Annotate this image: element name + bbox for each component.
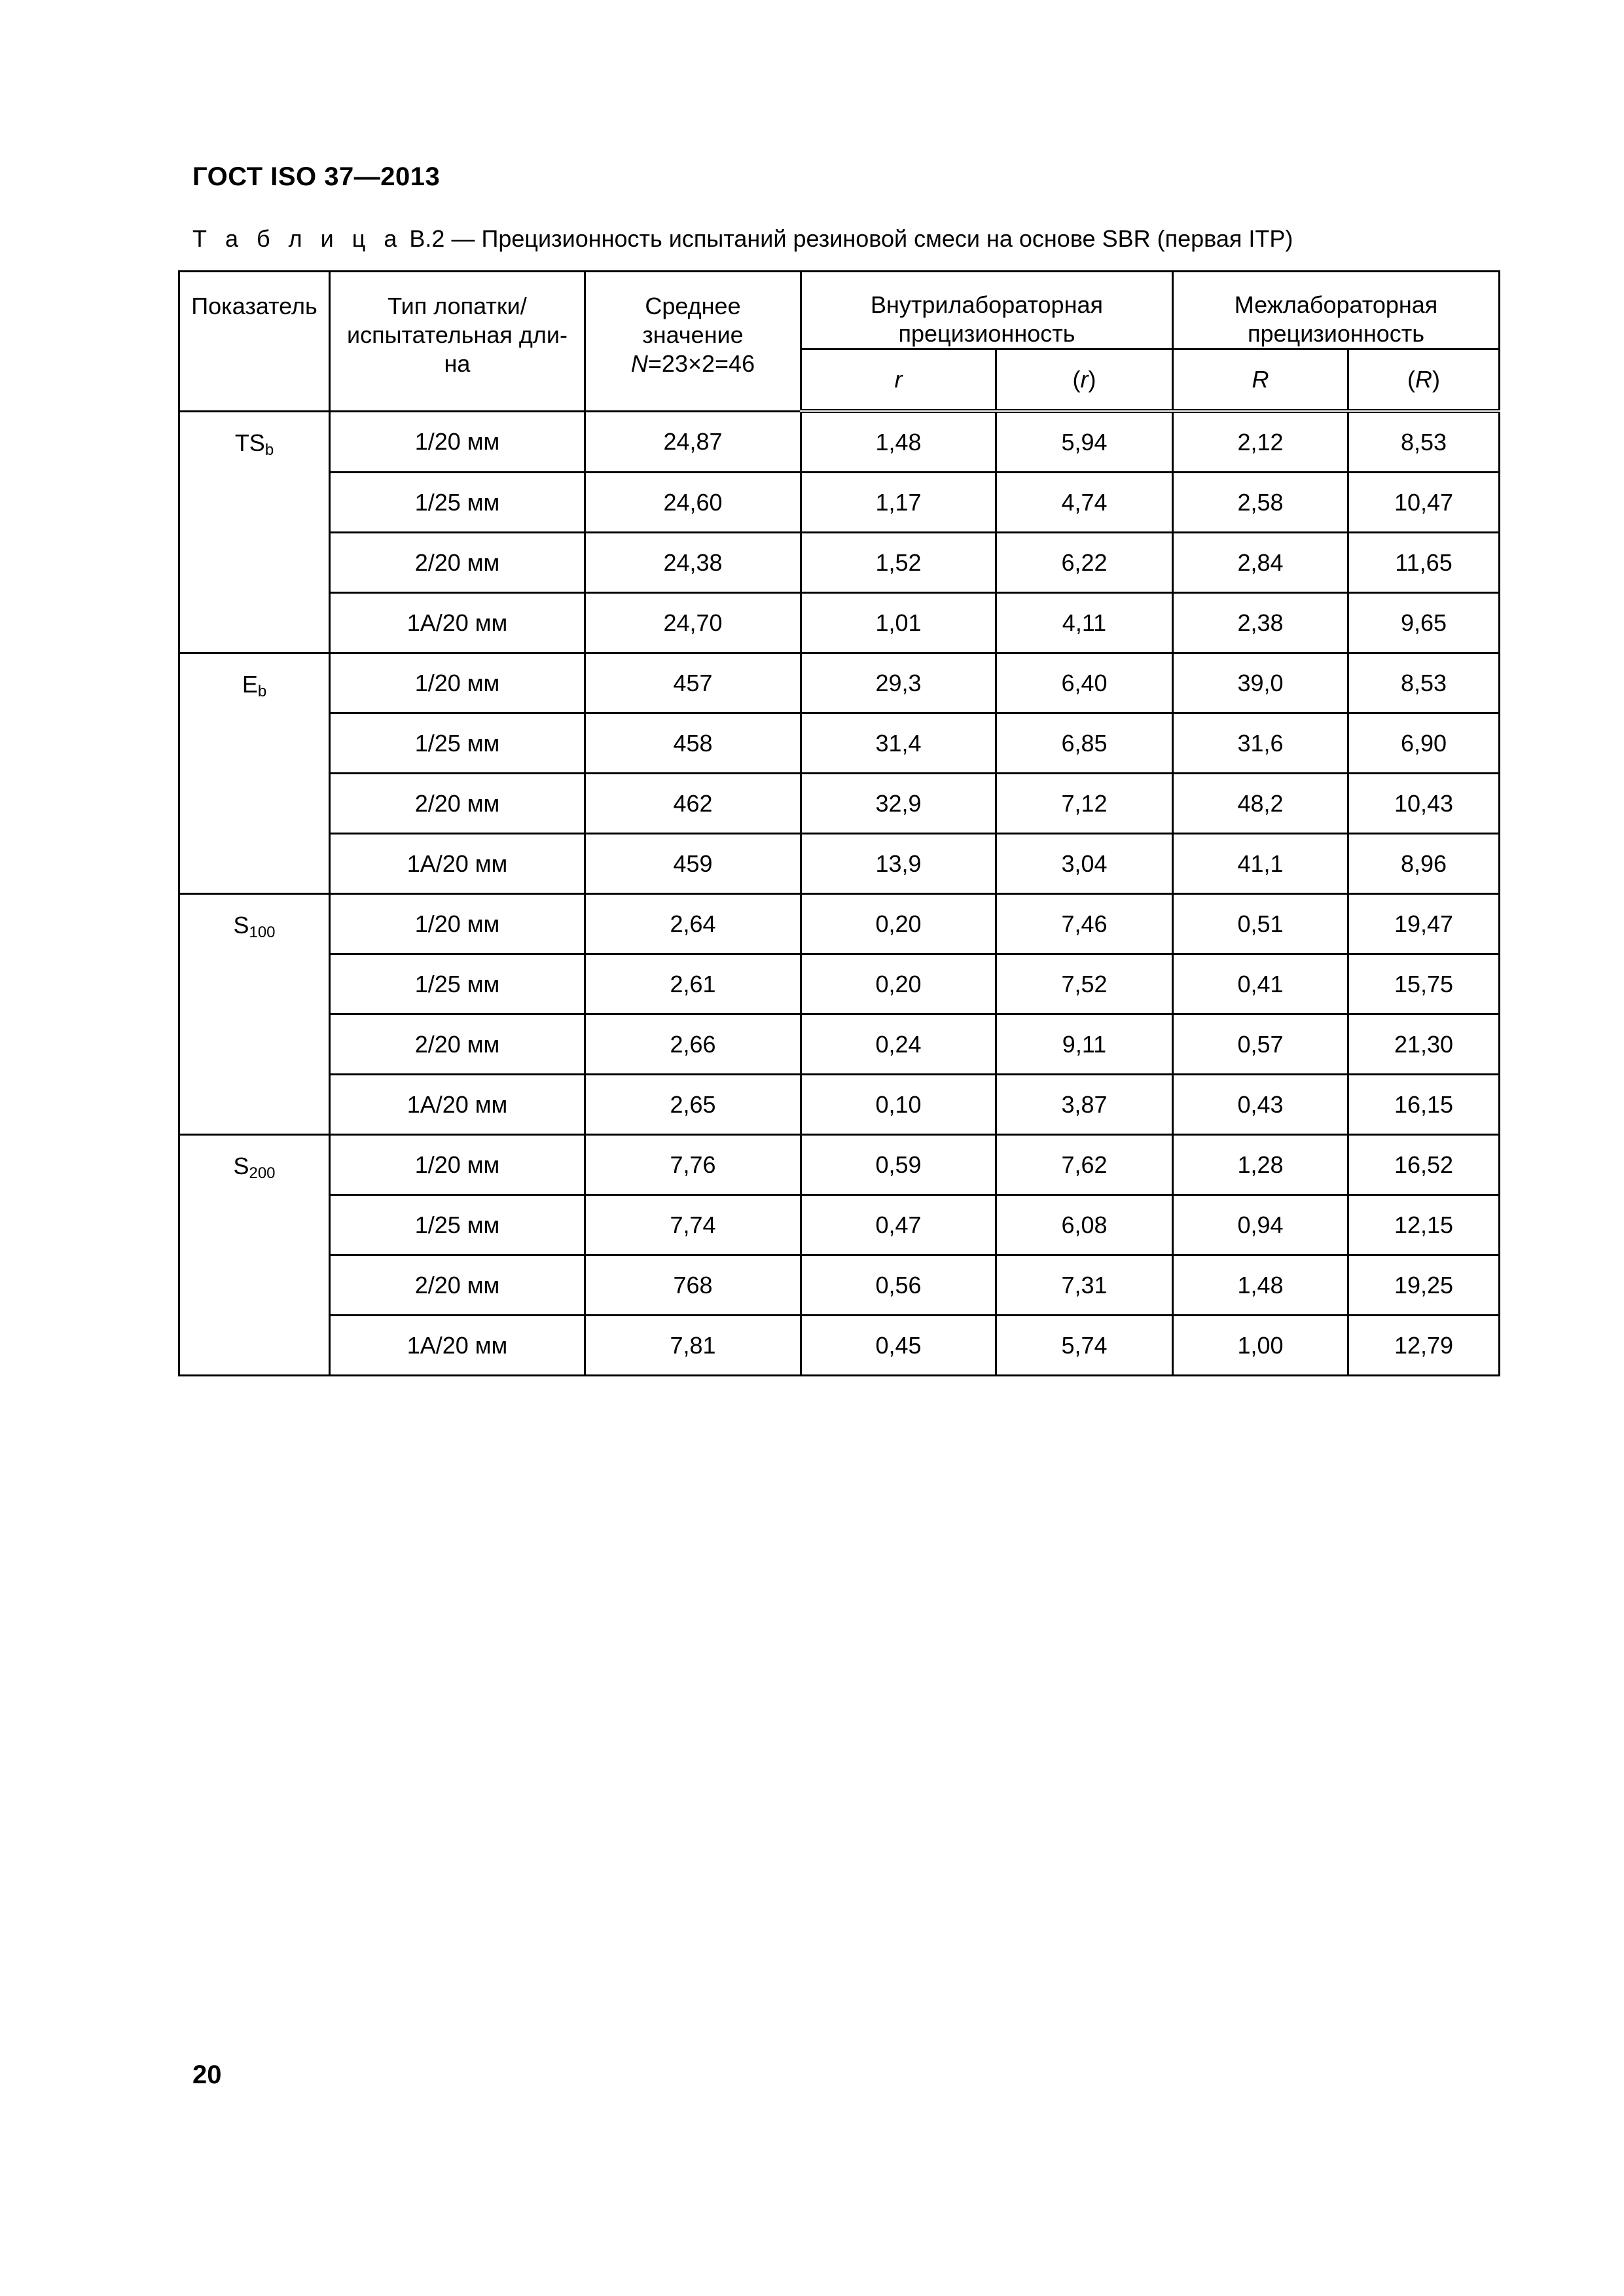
table-row xyxy=(179,473,1500,533)
table-header xyxy=(179,272,1500,412)
table-row xyxy=(179,834,1500,894)
cell-r-rel: 6,08 xyxy=(996,1195,1173,1255)
cell-r-rel: 7,31 xyxy=(996,1255,1173,1316)
param-cell: $TS_b$ xyxy=(179,411,330,653)
cell-r-rel: 4,74 xyxy=(996,473,1173,533)
cell-type: 2/20 мм xyxy=(330,774,585,834)
header-R: R xyxy=(1173,350,1348,412)
cell-r: 0,56 xyxy=(801,1255,996,1316)
param-cell: $S_{100}$ xyxy=(179,894,330,1135)
cell-mean: 457 xyxy=(585,653,801,713)
cell-R-rel: 19,25 xyxy=(1348,1255,1500,1316)
table-row xyxy=(179,1255,1500,1316)
caption-number: В.2 xyxy=(409,225,445,252)
cell-r-rel: 7,12 xyxy=(996,774,1173,834)
cell-r: 1,52 xyxy=(801,533,996,593)
table-caption xyxy=(192,225,1293,253)
cell-type: 1/25 мм xyxy=(330,473,585,533)
table-row xyxy=(179,1135,1500,1195)
table-row xyxy=(179,533,1500,593)
cell-mean: 24,87 xyxy=(585,411,801,473)
cell-mean: 2,66 xyxy=(585,1014,801,1075)
cell-R-rel: 9,65 xyxy=(1348,593,1500,653)
table-row xyxy=(179,653,1500,713)
cell-r-rel: 7,62 xyxy=(996,1135,1173,1195)
cell-R: 1,00 xyxy=(1173,1316,1348,1376)
cell-R-rel: 19,47 xyxy=(1348,894,1500,954)
cell-R: 2,58 xyxy=(1173,473,1348,533)
cell-R-rel: 21,30 xyxy=(1348,1014,1500,1075)
cell-type: 1/20 мм xyxy=(330,1135,585,1195)
cell-R-rel: 12,79 xyxy=(1348,1316,1500,1376)
cell-type: 1/20 мм xyxy=(330,894,585,954)
cell-r: 0,10 xyxy=(801,1075,996,1135)
cell-r: 1,48 xyxy=(801,411,996,473)
cell-type: 1/25 мм xyxy=(330,1195,585,1255)
cell-type: 1A/20 мм xyxy=(330,1316,585,1376)
cell-R-rel: 8,53 xyxy=(1348,653,1500,713)
cell-R: 48,2 xyxy=(1173,774,1348,834)
table-row xyxy=(179,713,1500,774)
cell-R: 1,28 xyxy=(1173,1135,1348,1195)
cell-R: 1,48 xyxy=(1173,1255,1348,1316)
cell-r: 0,47 xyxy=(801,1195,996,1255)
header-r: r xyxy=(801,350,996,412)
cell-type: 1A/20 мм xyxy=(330,593,585,653)
cell-mean: 24,38 xyxy=(585,533,801,593)
cell-R-rel: 11,65 xyxy=(1348,533,1500,593)
cell-mean: 459 xyxy=(585,834,801,894)
cell-R: 2,12 xyxy=(1173,411,1348,473)
cell-mean: 24,70 xyxy=(585,593,801,653)
table-row xyxy=(179,954,1500,1014)
cell-r-rel: 4,11 xyxy=(996,593,1173,653)
cell-mean: 458 xyxy=(585,713,801,774)
caption-label: Т а б л и ц а xyxy=(192,225,403,252)
cell-R: 0,43 xyxy=(1173,1075,1348,1135)
cell-R: 0,51 xyxy=(1173,894,1348,954)
precision-table xyxy=(178,270,1500,1376)
cell-r: 0,45 xyxy=(801,1316,996,1376)
document-code: ГОСТ ISO 37—2013 xyxy=(192,162,441,191)
cell-R-rel: 16,52 xyxy=(1348,1135,1500,1195)
cell-r: 0,20 xyxy=(801,954,996,1014)
cell-type: 1/20 мм xyxy=(330,411,585,473)
cell-r-rel: 5,94 xyxy=(996,411,1173,473)
page-number: 20 xyxy=(192,2060,222,2089)
cell-mean: 7,74 xyxy=(585,1195,801,1255)
cell-r-rel: 5,74 xyxy=(996,1316,1173,1376)
cell-type: 1/25 мм xyxy=(330,954,585,1014)
cell-type: 2/20 мм xyxy=(330,533,585,593)
cell-r: 0,24 xyxy=(801,1014,996,1075)
cell-mean: 2,65 xyxy=(585,1075,801,1135)
cell-r: 31,4 xyxy=(801,713,996,774)
cell-r: 0,59 xyxy=(801,1135,996,1195)
cell-r-rel: 3,04 xyxy=(996,834,1173,894)
header-interlab: Межлабораторная прецизионность xyxy=(1173,272,1500,350)
cell-type: 1/20 мм xyxy=(330,653,585,713)
header-param: Показатель xyxy=(179,272,330,412)
cell-r-rel: 7,52 xyxy=(996,954,1173,1014)
caption-title: — Прецизионность испытаний резиновой смеси на основе SBR (первая ITP) xyxy=(451,225,1293,252)
cell-R-rel: 15,75 xyxy=(1348,954,1500,1014)
param-cell: $S_{200}$ xyxy=(179,1135,330,1376)
cell-R: 2,38 xyxy=(1173,593,1348,653)
header-type: Тип лопатки/ испытательная дли- на xyxy=(330,272,585,412)
cell-mean: 768 xyxy=(585,1255,801,1316)
cell-r: 1,17 xyxy=(801,473,996,533)
cell-r-rel: 6,85 xyxy=(996,713,1173,774)
header-r-rel: (r) xyxy=(996,350,1173,412)
cell-r: 13,9 xyxy=(801,834,996,894)
cell-R-rel: 8,53 xyxy=(1348,411,1500,473)
cell-r-rel: 6,40 xyxy=(996,653,1173,713)
cell-R: 0,41 xyxy=(1173,954,1348,1014)
cell-mean: 24,60 xyxy=(585,473,801,533)
cell-r: 32,9 xyxy=(801,774,996,834)
table-row xyxy=(179,1195,1500,1255)
cell-r-rel: 3,87 xyxy=(996,1075,1173,1135)
cell-type: 2/20 мм xyxy=(330,1014,585,1075)
table-row xyxy=(179,1014,1500,1075)
cell-R: 31,6 xyxy=(1173,713,1348,774)
cell-R-rel: 10,43 xyxy=(1348,774,1500,834)
cell-mean: 7,76 xyxy=(585,1135,801,1195)
cell-R: 0,57 xyxy=(1173,1014,1348,1075)
cell-r-rel: 9,11 xyxy=(996,1014,1173,1075)
cell-R: 41,1 xyxy=(1173,834,1348,894)
cell-mean: 2,64 xyxy=(585,894,801,954)
cell-type: 1/25 мм xyxy=(330,713,585,774)
cell-r: 0,20 xyxy=(801,894,996,954)
cell-mean: 2,61 xyxy=(585,954,801,1014)
cell-R-rel: 10,47 xyxy=(1348,473,1500,533)
cell-type: 1A/20 мм xyxy=(330,1075,585,1135)
cell-R: 0,94 xyxy=(1173,1195,1348,1255)
cell-type: 1A/20 мм xyxy=(330,834,585,894)
header-R-rel: (R) xyxy=(1348,350,1500,412)
cell-R-rel: 12,15 xyxy=(1348,1195,1500,1255)
cell-mean: 7,81 xyxy=(585,1316,801,1376)
table-row xyxy=(179,1316,1500,1376)
table-row xyxy=(179,593,1500,653)
table-row xyxy=(179,774,1500,834)
cell-r: 1,01 xyxy=(801,593,996,653)
header-intralab: Внутрилабораторная прецизионность xyxy=(801,272,1173,350)
table-row xyxy=(179,894,1500,954)
table-body xyxy=(179,411,1500,1376)
cell-mean: 462 xyxy=(585,774,801,834)
cell-R: 2,84 xyxy=(1173,533,1348,593)
cell-r-rel: 6,22 xyxy=(996,533,1173,593)
cell-R-rel: 16,15 xyxy=(1348,1075,1500,1135)
cell-R-rel: 6,90 xyxy=(1348,713,1500,774)
table-row xyxy=(179,411,1500,473)
cell-r: 29,3 xyxy=(801,653,996,713)
cell-r-rel: 7,46 xyxy=(996,894,1173,954)
cell-R-rel: 8,96 xyxy=(1348,834,1500,894)
header-mean: Среднее значение N=23×2=46 xyxy=(585,272,801,412)
param-cell: $E_b$ xyxy=(179,653,330,894)
table-row xyxy=(179,1075,1500,1135)
cell-type: 2/20 мм xyxy=(330,1255,585,1316)
cell-R: 39,0 xyxy=(1173,653,1348,713)
